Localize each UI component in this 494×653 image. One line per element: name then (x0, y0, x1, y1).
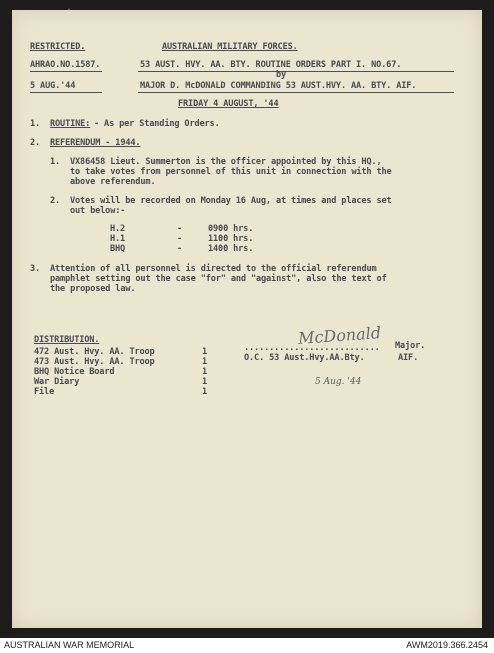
sub1-line: VX86458 Lieut. Summerton is the officer appointed by this HQ., (70, 157, 382, 167)
footer-institution: AUSTRALIAN WAR MEMORIAL (4, 640, 135, 650)
date-short: 5 AUG.'44 (30, 81, 76, 91)
orders-title: 53 AUST. HVY. AA. BTY. ROUTINE ORDERS PART I. NO.67. (140, 60, 402, 70)
classification: RESTRICTED. (30, 42, 86, 52)
distribution-name: 473 Aust. Hvy. AA. Troop (34, 357, 155, 367)
signature-rank: Major. (395, 341, 426, 351)
document-page (12, 10, 482, 628)
commander-rule (138, 92, 454, 93)
distribution-qty: 1 (202, 387, 208, 397)
distribution-name: War Diary (34, 377, 80, 387)
ref-rule (30, 71, 102, 72)
date-rule (30, 92, 102, 93)
date-full: FRIDAY 4 AUGUST, '44 (178, 99, 279, 109)
item2-number: 2. (30, 138, 41, 148)
distribution-qty: 1 (202, 377, 208, 387)
schedule-dash: - (177, 234, 183, 244)
distribution-qty: 1 (202, 357, 208, 367)
sub2-line: out below:- (70, 206, 126, 216)
footer-accession-number: AWM2019.366.2454 (406, 640, 488, 650)
item1-title: ROUTINE: (50, 119, 91, 129)
sub1-number: 1. (50, 157, 61, 167)
title-rule (138, 71, 454, 72)
sub1-line: above referendum. (70, 177, 156, 187)
schedule-time: 1400 hrs. (208, 244, 254, 254)
org-heading: AUSTRALIAN MILITARY FORCES. (162, 42, 298, 52)
distribution-name: 472 Aust. Hvy. AA. Troop (34, 347, 155, 357)
distribution-qty: 1 (202, 367, 208, 377)
item2-title: REFERENDUM - 1944. (50, 138, 141, 148)
schedule-dash: - (177, 224, 183, 234)
item3-number: 3. (30, 264, 41, 274)
item3-line: the proposed law. (50, 284, 136, 294)
schedule-time: 1100 hrs. (208, 234, 254, 244)
item3-line: Attention of all personnel is directed to the official referendum (50, 264, 377, 274)
handwritten-date: 5 Aug. '44 (315, 377, 362, 387)
signature-unit: O.C. 53 Aust.Hvy.AA.Bty. (244, 353, 365, 363)
distribution-name: File (34, 387, 55, 397)
distribution-title: DISTRIBUTION. (34, 335, 100, 345)
sub1-line: to take votes from personnel of this unit in connection with the (70, 167, 392, 177)
signature-dots: ........................... (244, 343, 380, 353)
schedule-place: BHQ (110, 244, 126, 254)
schedule-place: H.1 (110, 234, 126, 244)
handwritten-signature: McDonald (297, 323, 382, 348)
item1-number: 1. (30, 119, 41, 129)
distribution-name: BHQ Notice Board (34, 367, 115, 377)
commander-line: MAJOR D. McDONALD COMMANDING 53 AUST.HVY. AA. BTY. AIF. (140, 81, 417, 91)
item1-text: - As per Standing Orders. (94, 119, 220, 129)
schedule-time: 0900 hrs. (208, 224, 254, 234)
reference-number: AHRAO.NO.1587. (30, 60, 101, 70)
sub2-line: Votes will be recorded on Monday 16 Aug, at times and places set (70, 196, 392, 206)
schedule-dash: - (177, 244, 183, 254)
sub2-number: 2. (50, 196, 61, 206)
schedule-place: H.2 (110, 224, 126, 234)
distribution-qty: 1 (202, 347, 208, 357)
item3-line: pamphlet setting out the case "for" and "against", also the text of (50, 274, 387, 284)
signature-aif: AIF. (398, 353, 419, 363)
by-word: by (276, 70, 287, 80)
